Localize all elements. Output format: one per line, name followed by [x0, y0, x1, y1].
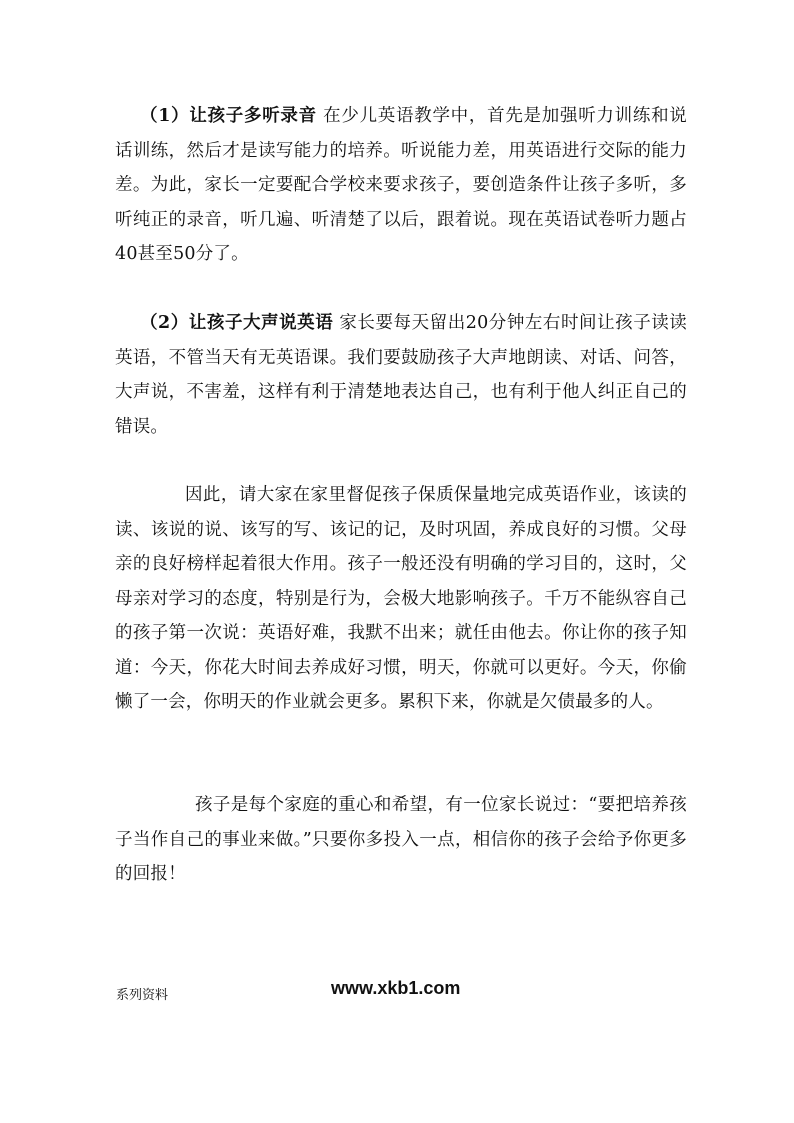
footer-label: 系列资料: [116, 988, 169, 1003]
paragraph-body: 在少儿英语教学中，首先是加强听力训练和说话训练，然后才是读写能力的培养。听说能力差，用英语进行交际的能力差。为此，家长一定要配合学校来要求孩子，要创造条件让孩子多听，多听纯正的录音，听几遍、听清楚了以后，跟着说。现在英语试卷听力题占40甚至50分了。: [115, 106, 687, 264]
paragraph-body: 家长要每天留出20分钟左右时间让孩子读读英语，不管当天有无英语课。我们要鼓励孩子大声地朗读、对话、问答，大声说，不害羞，这样有利于清楚地表达自己，也有利于他人纠正自己的错误。: [115, 313, 687, 437]
paragraph-closing: [115, 788, 687, 892]
paragraph-body: 孩子是每个家庭的重心和希望，有一位家长说过：“要把培养孩子当作自己的事业来做。”只要你多投入一点，相信你的孩子会给予你更多的回报！: [115, 795, 687, 884]
paragraph-homework-habits: [115, 478, 687, 720]
paragraph-listen-recordings: [115, 99, 687, 272]
paragraph-heading: （1）让孩子多听录音: [140, 106, 317, 126]
paragraph-body: 因此，请大家在家里督促孩子保质保量地完成英语作业，该读的读、该说的说、该写的写、该记的记，及时巩固，养成良好的习惯。父母亲的良好榜样起着很大作用。孩子一般还没有明确的学习目的，这时，父母亲对学习的态度，特别是行为，会极大地影响孩子。千万不能纵容自己的孩子第一次说：英语好难，我默不出来；就任由他去。你让你的孩子知道：今天，你花大时间去养成好习惯，明天，你就可以更好。今天，你偷懒了一会，你明天的作业就会更多。累积下来，你就是欠债最多的人。: [115, 485, 687, 712]
footer-url: www.xkb1.com: [331, 978, 461, 998]
paragraph-heading: （2）让孩子大声说英语: [140, 313, 334, 333]
paragraph-speak-aloud: [115, 306, 687, 444]
